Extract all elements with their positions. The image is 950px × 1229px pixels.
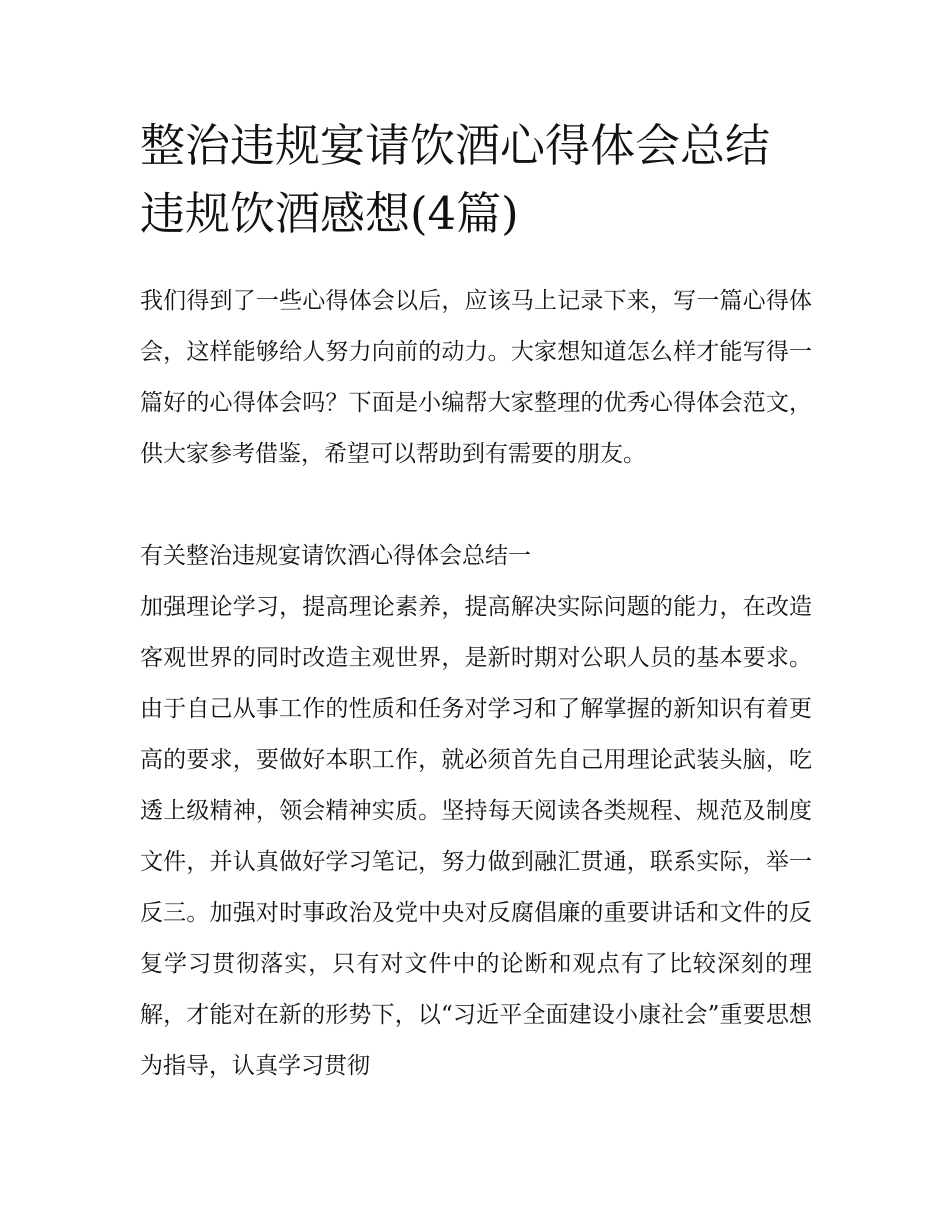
section-paragraph: 加强理论学习，提高理论素养，提高解决实际问题的能力，在改造客观世界的同时改造主观世界，是新时期对公职人员的基本要求。由于自己从事工作的性质和任务对学习和了解掌握的新知识有着更高的要求，要做好本职工作，就必须首先自己用理论武装头脑，吃透上级精神，领会精神实质。坚持每天阅读各类规程、规范及制度文件，并认真做好学习笔记，努力做到融汇贯通，联系实际，举一反三。加强对时事政治及党中央对反腐倡廉的重要讲话和文件的反复学习贯彻落实，只有对文件中的论断和观点有了比较深刻的理解，才能对在新的形势下，以“习近平全面建设小康社会”重要思想为指导，认真学习贯彻: [140, 594, 812, 1079]
section-heading: 有关整治违规宴请饮酒心得体会总结一: [140, 543, 531, 569]
document-title: 整治违规宴请饮酒心得体会总结 违规饮酒感想(4篇): [140, 119, 771, 240]
intro-paragraph: 我们得到了一些心得体会以后，应该马上记录下来，写一篇心得体会，这样能够给人努力向前的动力。大家想知道怎么样才能写得一篇好的心得体会吗？下面是小编帮大家整理的优秀心得体会范文，供大家参考借鉴，希望可以帮助到有需要的朋友。: [140, 288, 812, 467]
